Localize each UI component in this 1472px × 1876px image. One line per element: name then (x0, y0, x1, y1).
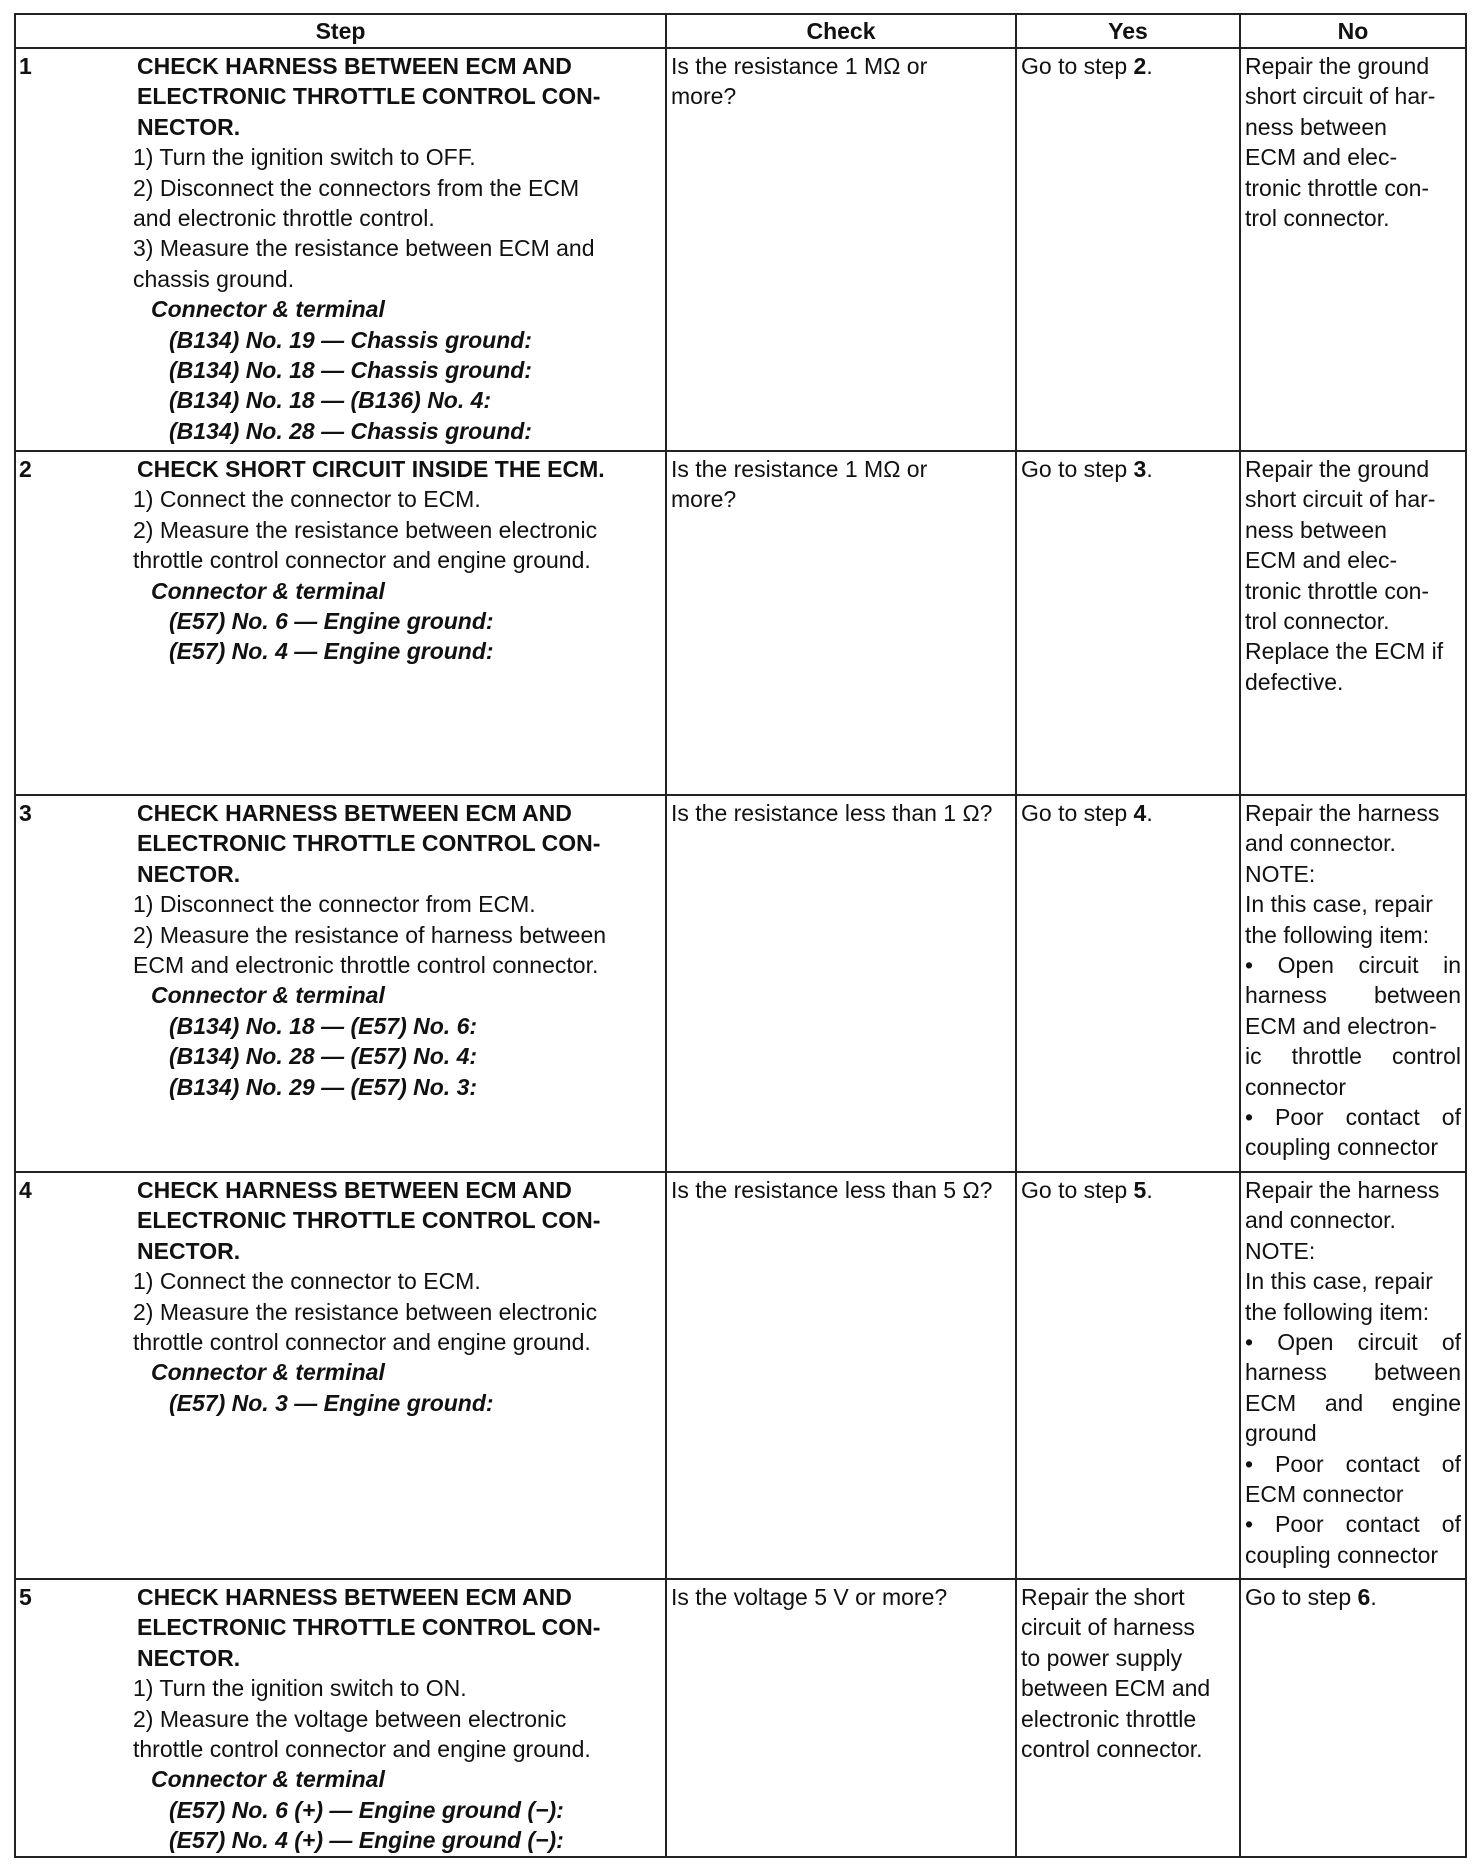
check-cell (666, 795, 1016, 1172)
step-title-line: NECTOR. (137, 860, 241, 887)
yes-cell: Go to step 4. (1016, 795, 1240, 1172)
yes-text: Go to step (1021, 1177, 1134, 1203)
step-title-line: ELECTRONIC THROTTLE CONTROL CON- (137, 1614, 601, 1641)
no-line: Repair the harness (1245, 800, 1440, 826)
step-title-line: NECTOR. (137, 113, 241, 140)
no-line: trol connector. (1245, 205, 1390, 232)
no-line: defective. (1245, 668, 1344, 695)
step-title-line: CHECK HARNESS BETWEEN ECM AND (137, 53, 572, 79)
no-line: harness between (1245, 982, 1461, 1009)
no-line: short circuit of har- (1245, 83, 1436, 110)
step-title-line: NECTOR. (137, 1644, 241, 1671)
step-number: 5 (19, 1584, 32, 1610)
instruction-line: chassis ground. (133, 265, 295, 292)
connector-terminal-label: Connector & terminal (151, 1766, 385, 1793)
instruction-line: ECM and electronic throttle control connector. (133, 952, 599, 979)
no-cell (1240, 1172, 1466, 1579)
yes-line: control connector. (1021, 1736, 1203, 1763)
no-line: • Poor contact of (1245, 1104, 1461, 1131)
check-cell (666, 48, 1016, 451)
yes-cell: Go to step 5. (1016, 1172, 1240, 1579)
no-line: Replace the ECM if (1245, 638, 1444, 665)
check-line: more? (671, 486, 737, 513)
no-line: coupling connector (1245, 1134, 1439, 1161)
step-number: 4 (19, 1177, 32, 1203)
no-line: tronic throttle con- (1245, 577, 1430, 604)
table-row (15, 1579, 1466, 1857)
no-line: ECM and engine (1245, 1389, 1461, 1416)
instruction-line: 3) Measure the resistance between ECM and (133, 235, 595, 262)
instruction-line: and electronic throttle control. (133, 205, 435, 232)
instruction-line: 1) Connect the connector to ECM. (133, 1268, 481, 1295)
no-line: Repair the ground (1245, 456, 1430, 482)
yes-text: Go to step (1021, 53, 1134, 79)
no-line: coupling connector (1245, 1541, 1439, 1568)
terminal-line: (E57) No. 6 (+) — Engine ground (−): (169, 1796, 564, 1823)
no-line: • Poor contact of (1245, 1450, 1461, 1477)
yes-line: Repair the short (1021, 1584, 1185, 1610)
header-check: Check (666, 14, 1016, 48)
instruction-line: 2) Measure the resistance between electronic (133, 516, 598, 543)
check-line: Is the resistance 1 MΩ or (671, 53, 928, 79)
step-title-line: CHECK HARNESS BETWEEN ECM AND (137, 1177, 572, 1203)
no-line: ECM and electron- (1245, 1012, 1437, 1039)
no-cell (1240, 451, 1466, 795)
instruction-line: throttle control connector and engine ground. (133, 1329, 591, 1356)
step-cell (15, 48, 666, 451)
no-line: ness between (1245, 516, 1387, 543)
instruction-line: 1) Connect the connector to ECM. (133, 486, 481, 513)
connector-terminal-label: Connector & terminal (151, 296, 385, 323)
no-cell (1240, 795, 1466, 1172)
no-line: Repair the harness (1245, 1177, 1440, 1203)
check-cell (666, 1172, 1016, 1579)
header-yes: Yes (1016, 14, 1240, 48)
step-title-line: CHECK HARNESS BETWEEN ECM AND (137, 1584, 572, 1610)
yes-cell: Go to step 2. (1016, 48, 1240, 451)
no-line: connector (1245, 1073, 1347, 1100)
instruction-line: 1) Turn the ignition switch to OFF. (133, 144, 476, 171)
instruction-line: throttle control connector and engine ground. (133, 1736, 591, 1763)
check-line: Is the resistance 1 MΩ or (671, 456, 928, 482)
table-row (15, 48, 1466, 451)
instruction-line: 1) Turn the ignition switch to ON. (133, 1675, 467, 1702)
terminal-line: (B134) No. 19 — Chassis ground: (169, 326, 532, 353)
instruction-line: 2) Measure the resistance between electronic (133, 1298, 598, 1325)
instruction-line: 1) Disconnect the connector from ECM. (133, 891, 536, 918)
no-line: NOTE: (1245, 860, 1316, 887)
terminal-line: (B134) No. 18 — Chassis ground: (169, 357, 532, 384)
no-line: • Open circuit of (1245, 1329, 1461, 1356)
yes-cell: Go to step 3. (1016, 451, 1240, 795)
no-line: ground (1245, 1420, 1317, 1447)
terminal-line: (E57) No. 4 (+) — Engine ground (−): (169, 1827, 564, 1854)
yes-text: Go to step (1021, 456, 1134, 482)
yes-step-ref: 3 (1133, 456, 1147, 482)
step-number: 3 (19, 800, 32, 826)
instruction-line: 2) Measure the resistance of harness between (133, 921, 607, 948)
table-row (15, 1172, 1466, 1579)
no-line: In this case, repair (1245, 891, 1433, 918)
diagnostic-table (14, 13, 1467, 1858)
step-title-line: ELECTRONIC THROTTLE CONTROL CON- (137, 830, 601, 857)
step-title-line: ELECTRONIC THROTTLE CONTROL CON- (137, 83, 601, 110)
terminal-line: (B134) No. 28 — Chassis ground: (169, 417, 532, 444)
no-text: Go to step (1245, 1584, 1358, 1610)
check-line: Is the resistance less than 1 Ω? (671, 800, 993, 826)
terminal-line: (B134) No. 18 — (E57) No. 6: (169, 1012, 478, 1039)
terminal-line: (E57) No. 4 — Engine ground: (169, 638, 494, 665)
terminal-line: (B134) No. 28 — (E57) No. 4: (169, 1043, 478, 1070)
connector-terminal-label: Connector & terminal (151, 982, 385, 1009)
step-title-line: ELECTRONIC THROTTLE CONTROL CON- (137, 1207, 601, 1234)
no-line: Repair the ground (1245, 53, 1430, 79)
no-line: trol connector. (1245, 608, 1390, 635)
step-cell (15, 451, 666, 795)
step-cell (15, 1579, 666, 1857)
connector-terminal-label: Connector & terminal (151, 1359, 385, 1386)
yes-line: electronic throttle (1021, 1705, 1197, 1732)
yes-step-ref: 4 (1133, 800, 1147, 826)
check-line: Is the resistance less than 5 Ω? (671, 1177, 993, 1203)
instruction-line: 2) Measure the voltage between electronic (133, 1705, 567, 1732)
diagnostic-procedure-page (14, 13, 1465, 1858)
step-number: 1 (19, 53, 32, 79)
no-line: the following item: (1245, 921, 1430, 948)
table-header-row (15, 14, 1466, 48)
no-line: • Open circuit in (1245, 952, 1461, 979)
no-line: ECM and elec- (1245, 144, 1398, 171)
no-line: ECM and elec- (1245, 547, 1398, 574)
no-line: and connector. (1245, 1207, 1396, 1234)
connector-terminal-label: Connector & terminal (151, 577, 385, 604)
no-line: tronic throttle con- (1245, 174, 1430, 201)
instruction-line: 2) Disconnect the connectors from the ECM (133, 174, 580, 201)
no-cell (1240, 48, 1466, 451)
step-title-line: CHECK SHORT CIRCUIT INSIDE THE ECM. (137, 456, 605, 482)
no-line: ECM connector (1245, 1481, 1404, 1508)
instruction-line: throttle control connector and engine ground. (133, 547, 591, 574)
yes-line: circuit of harness (1021, 1614, 1195, 1641)
no-line: In this case, repair (1245, 1268, 1433, 1295)
yes-cell (1016, 1579, 1240, 1857)
terminal-line: (B134) No. 18 — (B136) No. 4: (169, 387, 492, 414)
header-step: Step (15, 14, 666, 48)
yes-step-ref: 5 (1133, 1177, 1147, 1203)
no-line: short circuit of har- (1245, 486, 1436, 513)
no-line: ic throttle control (1245, 1043, 1461, 1070)
step-title-line: NECTOR. (137, 1237, 241, 1264)
terminal-line: (E57) No. 3 — Engine ground: (169, 1389, 494, 1416)
yes-line: between ECM and (1021, 1675, 1211, 1702)
step-cell (15, 1172, 666, 1579)
step-cell (15, 795, 666, 1172)
step-title-line: CHECK HARNESS BETWEEN ECM AND (137, 800, 572, 826)
terminal-line: (B134) No. 29 — (E57) No. 3: (169, 1073, 478, 1100)
header-no: No (1240, 14, 1466, 48)
table-row (15, 451, 1466, 795)
check-cell (666, 1579, 1016, 1857)
no-line: NOTE: (1245, 1237, 1316, 1264)
no-line: the following item: (1245, 1298, 1430, 1325)
table-row (15, 795, 1466, 1172)
no-step-ref: 6 (1357, 1584, 1371, 1610)
no-line: ness between (1245, 113, 1387, 140)
terminal-line: (E57) No. 6 — Engine ground: (169, 608, 494, 635)
check-line: more? (671, 83, 737, 110)
yes-step-ref: 2 (1133, 53, 1147, 79)
no-line: • Poor contact of (1245, 1511, 1461, 1538)
check-line: Is the voltage 5 V or more? (671, 1584, 948, 1610)
no-line: and connector. (1245, 830, 1396, 857)
yes-line: to power supply (1021, 1644, 1183, 1671)
no-cell: Go to step 6. (1240, 1579, 1466, 1857)
no-line: harness between (1245, 1359, 1461, 1386)
check-cell (666, 451, 1016, 795)
step-number: 2 (19, 456, 32, 482)
yes-text: Go to step (1021, 800, 1134, 826)
